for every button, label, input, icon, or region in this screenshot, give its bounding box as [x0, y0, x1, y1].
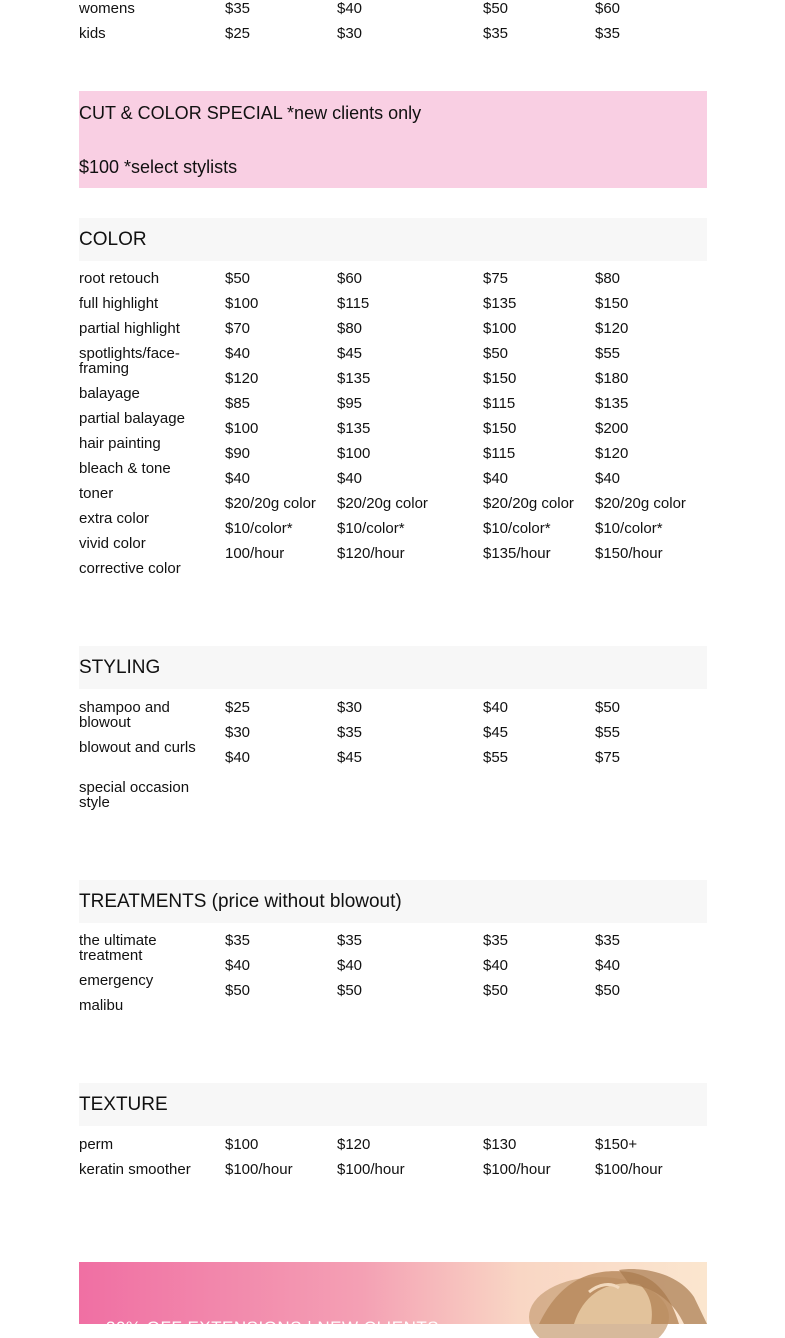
service-label: kids: [79, 25, 106, 42]
price-cell: $35: [595, 932, 621, 949]
price-cell: $150: [595, 295, 629, 312]
price-cell: $120/hour: [337, 545, 405, 562]
price-cell: $100: [225, 295, 259, 312]
service-label: balayage: [79, 385, 140, 402]
section-title: TREATMENTS (price without blowout): [79, 891, 402, 912]
price-cell: $30: [337, 25, 363, 42]
price-cell: $180: [595, 370, 629, 387]
haircut-price-table: [79, 1, 707, 51]
price-cell: $20/20g color: [225, 495, 316, 512]
price-cell: $40: [225, 345, 251, 362]
section-title: STYLING: [79, 657, 161, 678]
price-cell: $45: [337, 749, 363, 766]
service-label: shampoo and blowout: [79, 699, 170, 731]
price-cell: $80: [595, 270, 621, 287]
price-cell: $135/hour: [483, 545, 551, 562]
price-cell: $90: [225, 445, 251, 462]
service-label: blowout and curls: [79, 739, 196, 756]
price-cell: $120: [595, 445, 629, 462]
price-cell: $30: [337, 699, 363, 716]
service-label: the ultimate treatment: [79, 932, 157, 964]
price-cell: $50: [483, 345, 509, 362]
price-cell: $85: [225, 395, 251, 412]
special-title: CUT & COLOR SPECIAL *new clients only: [79, 103, 422, 123]
service-label: partial balayage: [79, 410, 185, 427]
price-cell: $50: [483, 982, 509, 999]
service-label: keratin smoother: [79, 1161, 191, 1178]
price-cell: $80: [337, 320, 363, 337]
price-cell: $100: [483, 320, 517, 337]
price-cell: $130: [483, 1136, 517, 1153]
price-cell: $135: [595, 395, 629, 412]
cut-color-special-banner: [79, 91, 707, 188]
price-cell: $60: [337, 270, 363, 287]
price-cell: $115: [337, 295, 370, 312]
price-cell: $100: [225, 1136, 259, 1153]
price-cell: $45: [337, 345, 363, 362]
price-cell: $150+: [595, 1136, 638, 1153]
service-label: bleach & tone: [79, 460, 171, 477]
price-cell: $20/20g color: [337, 495, 428, 512]
price-cell: $35: [483, 25, 509, 42]
price-cell: $35: [225, 932, 251, 949]
price-cell: $40: [337, 957, 363, 974]
service-label: special occasion style: [79, 779, 190, 811]
price-cell: $120: [595, 320, 629, 337]
service-label: emergency: [79, 972, 154, 989]
price-cell: $115: [483, 445, 516, 462]
price-cell: $35: [483, 932, 509, 949]
price-cell: $120: [337, 1136, 371, 1153]
price-cell: $150: [483, 420, 517, 437]
service-label: root retouch: [79, 270, 160, 287]
section-title: COLOR: [79, 229, 147, 250]
price-cell: $100: [337, 445, 371, 462]
section-title: TEXTURE: [79, 1094, 168, 1115]
promo-text: 30% OFF EXTENSIONS | NEW CLIENTS: [106, 1318, 440, 1337]
price-cell: $55: [595, 724, 621, 741]
price-cell: $25: [225, 699, 251, 716]
price-cell: $135: [337, 420, 371, 437]
service-label: extra color: [79, 510, 150, 527]
texture-section-header: [79, 1083, 707, 1126]
haircut-row-womens: [79, 1, 707, 26]
price-cell: $75: [595, 749, 621, 766]
price-cell: $50: [225, 270, 251, 287]
service-label: spotlights/face-framing: [79, 345, 180, 377]
extensions-promo-banner[interactable]: [79, 1262, 707, 1337]
price-cell: $55: [483, 749, 509, 766]
price-cell: $10/color*: [337, 520, 405, 537]
price-cell: $200: [595, 420, 629, 437]
price-cell: $50: [595, 982, 621, 999]
haircut-row-kids: [79, 26, 707, 51]
service-label: womens: [79, 0, 135, 17]
price-cell: $35: [595, 25, 621, 42]
price-cell: $70: [225, 320, 251, 337]
price-cell: 100/hour: [225, 545, 285, 562]
price-cell: $55: [595, 345, 621, 362]
price-cell: $40: [595, 957, 621, 974]
price-cell: $50: [595, 699, 621, 716]
price-cell: $40: [483, 470, 509, 487]
service-label: full highlight: [79, 295, 159, 312]
price-cell: $100/hour: [483, 1161, 551, 1178]
price-cell: $150/hour: [595, 545, 663, 562]
price-cell: $100/hour: [595, 1161, 663, 1178]
price-cell: $10/color*: [225, 520, 293, 537]
price-cell: $50: [337, 982, 363, 999]
price-cell: $150: [483, 370, 517, 387]
price-cell: $40: [225, 749, 251, 766]
price-cell: $35: [225, 0, 251, 17]
price-cell: $35: [337, 724, 363, 741]
service-label: partial highlight: [79, 320, 180, 337]
price-cell: $135: [483, 295, 517, 312]
service-label: vivid color: [79, 535, 146, 552]
price-cell: $75: [483, 270, 509, 287]
price-cell: $10/color*: [483, 520, 551, 537]
price-cell: $40: [337, 470, 363, 487]
price-cell: $95: [337, 395, 363, 412]
service-label: corrective color: [79, 560, 181, 577]
price-cell: $60: [595, 0, 621, 17]
price-cell: $30: [225, 724, 251, 741]
price-cell: $100/hour: [337, 1161, 405, 1178]
service-label: malibu: [79, 997, 124, 1014]
color-section-header: [79, 218, 707, 261]
price-cell: $35: [337, 932, 363, 949]
price-cell: $40: [337, 0, 363, 17]
price-cell: $45: [483, 724, 509, 741]
price-cell: $135: [337, 370, 371, 387]
price-cell: $115: [483, 395, 516, 412]
special-price: $100 *select stylists: [79, 157, 238, 177]
price-cell: $100: [225, 420, 259, 437]
price-cell: $50: [483, 0, 509, 17]
price-cell: $40: [225, 957, 251, 974]
price-cell: $50: [225, 982, 251, 999]
price-cell: $120: [225, 370, 259, 387]
price-cell: $10/color*: [595, 520, 663, 537]
price-cell: $40: [483, 699, 509, 716]
model-hair-image: [479, 1262, 707, 1324]
service-label: hair painting: [79, 435, 161, 452]
treatments-section-header: [79, 880, 707, 923]
service-label: perm: [79, 1136, 114, 1153]
price-cell: $40: [483, 957, 509, 974]
price-cell: $40: [225, 470, 251, 487]
price-cell: $100/hour: [225, 1161, 293, 1178]
service-label: toner: [79, 485, 114, 502]
price-cell: $25: [225, 25, 251, 42]
price-cell: $20/20g color: [483, 495, 574, 512]
styling-section-header: [79, 646, 707, 689]
price-cell: $20/20g color: [595, 495, 686, 512]
price-cell: $40: [595, 470, 621, 487]
